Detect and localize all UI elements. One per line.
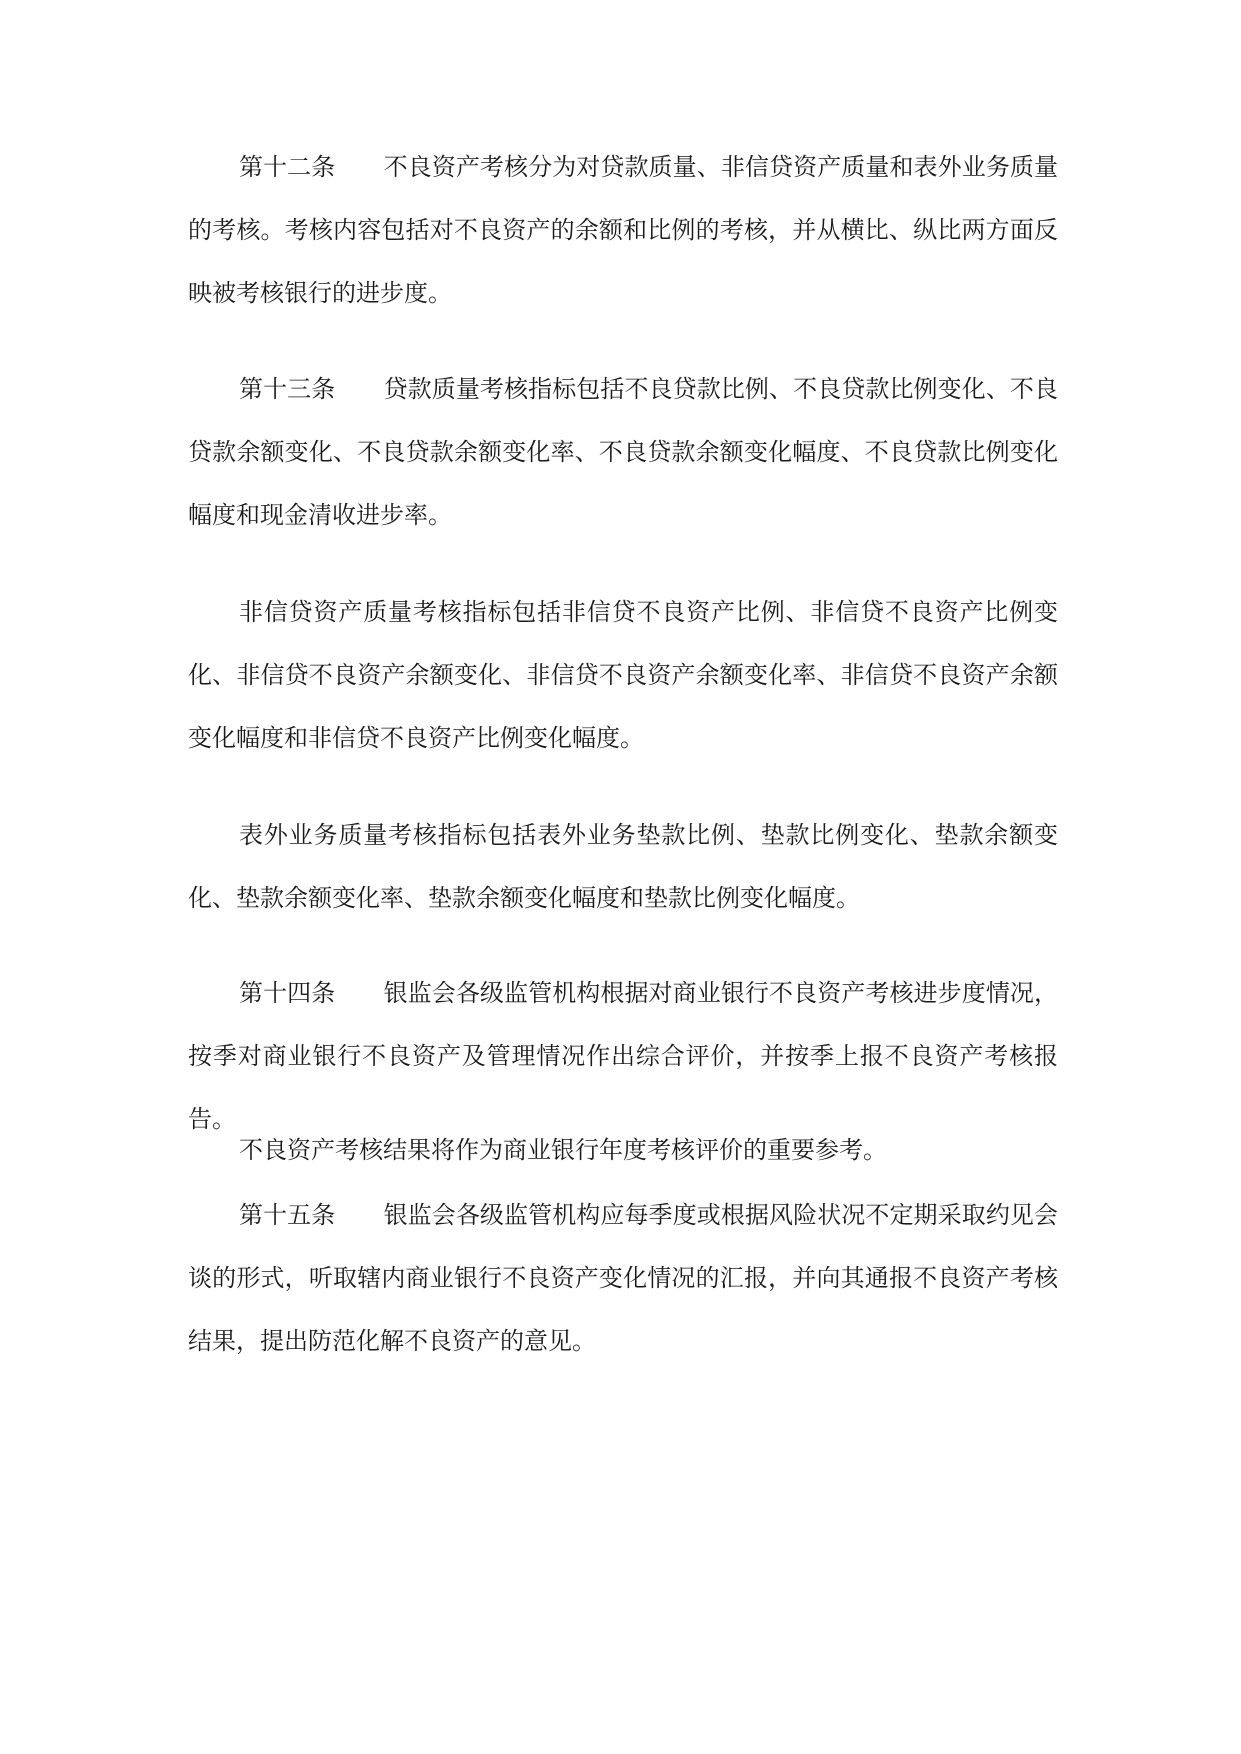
paragraph-text: 非信贷资产质量考核指标包括非信贷不良资产比例、非信贷不良资产比例变化、非信贷不良资产余额变化、非信贷不良资产余额变化率、非信贷不良资产余额变化幅度和非信贷不良资产比例变化幅度。 [188,598,1058,752]
paragraph-off-balance-sheet [188,804,1058,930]
paragraph-article-13 [188,358,1058,547]
paragraph-article-12 [188,136,1058,325]
article-number: 第十四条 [239,979,336,1007]
paragraph-text: 贷款质量考核指标包括不良贷款比例、不良贷款比例变化、不良贷款余额变化、不良贷款余额变化率、不良贷款余额变化幅度、不良贷款比例变化幅度和现金清收进步率。 [188,375,1059,529]
paragraph-text: 不良资产考核分为对贷款质量、非信贷资产质量和表外业务质量的考核。考核内容包括对不良资产的余额和比例的考核，并从横比、纵比两方面反映被考核银行的进步度。 [188,153,1059,307]
paragraph-text: 不良资产考核结果将作为商业银行年度考核评价的重要参考。 [239,1136,887,1164]
paragraph-article-15 [188,1184,1058,1373]
article-number: 第十三条 [239,375,336,403]
paragraph-text: 银监会各级监管机构根据对商业银行不良资产考核进步度情况，按季对商业银行不良资产及管理情况作出综合评价，并按季上报不良资产考核报告。 [188,979,1059,1133]
article-number: 第十二条 [239,153,336,181]
paragraph-non-credit-assets [188,581,1058,770]
paragraph-text: 表外业务质量考核指标包括表外业务垫款比例、垫款比例变化、垫款余额变化、垫款余额变化率、垫款余额变化幅度和垫款比例变化幅度。 [188,821,1058,912]
paragraph-text: 银监会各级监管机构应每季度或根据风险状况不定期采取约见会谈的形式，听取辖内商业银行不良资产变化情况的汇报，并向其通报不良资产考核结果，提出防范化解不良资产的意见。 [188,1201,1059,1355]
paragraph-assessment-result [188,1119,1058,1182]
article-number: 第十五条 [239,1201,336,1229]
